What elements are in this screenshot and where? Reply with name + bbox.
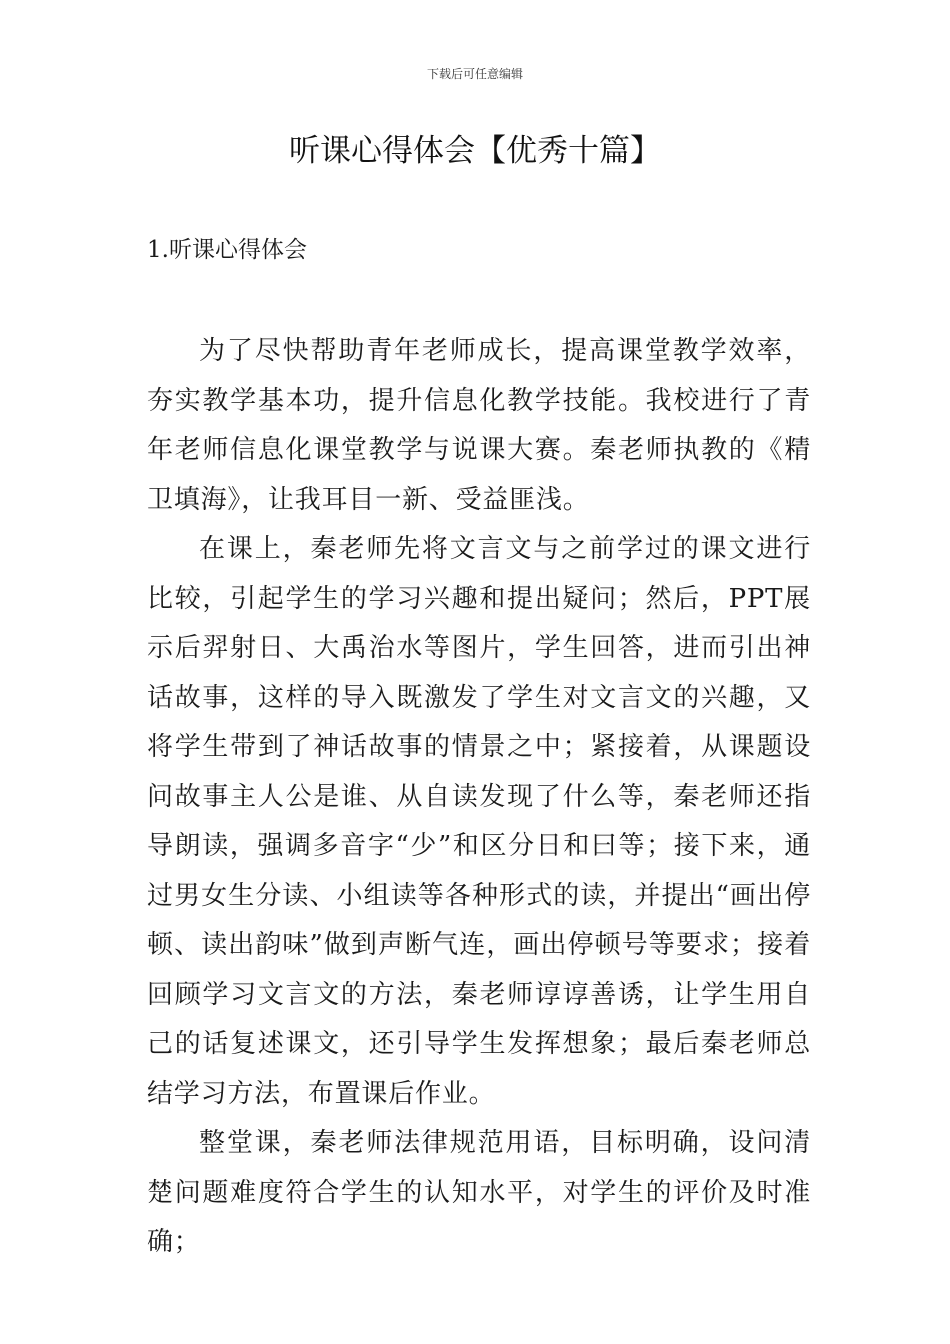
paragraph-evaluation: 整堂课，秦老师法律规范用语，目标明确，设问清楚问题难度符合学生的认知水平，对学生的评价及时准确； (147, 1128, 811, 1257)
document-title: 听课心得体会【优秀十篇】 (289, 133, 661, 169)
section-heading: 1.听课心得体会 (147, 237, 307, 263)
paragraph-intro: 为了尽快帮助青年老师成长，提高课堂教学效率，夯实教学基本功，提升信息化教学技能。我校进行了青年老师信息化课堂教学与说课大赛。秦老师执教的《精卫填海》，让我耳目一新、受益匪浅。 (147, 336, 811, 515)
paragraph-lesson-process: 在课上，秦老师先将文言文与之前学过的课文进行比较，引起学生的学习兴趣和提出疑问；然后，PPT展示后羿射日、大禹治水等图片，学生回答，进而引出神话故事，这样的导入既激发了学生对文言文的兴趣，又将学生带到了神话故事的情景之中；紧接着，从课题设问故事主人公是谁、从自读发现了什么等，秦老师还指导朗读，强调多音字“少”和区分日和曰等；接下来，通过男女生分读、小组读等各种形式的读，并提出“画出停顿、读出韵味”做到声断气连，画出停顿号等要求；接着回顾学习文言文的方法，秦老师谆谆善诱，让学生用自己的话复述课文，还引导学生发挥想象；最后秦老师总结学习方法，布置课后作业。 (147, 534, 811, 1109)
page-header-note: 下载后可任意编辑 (426, 67, 523, 81)
document-body (147, 327, 811, 1268)
